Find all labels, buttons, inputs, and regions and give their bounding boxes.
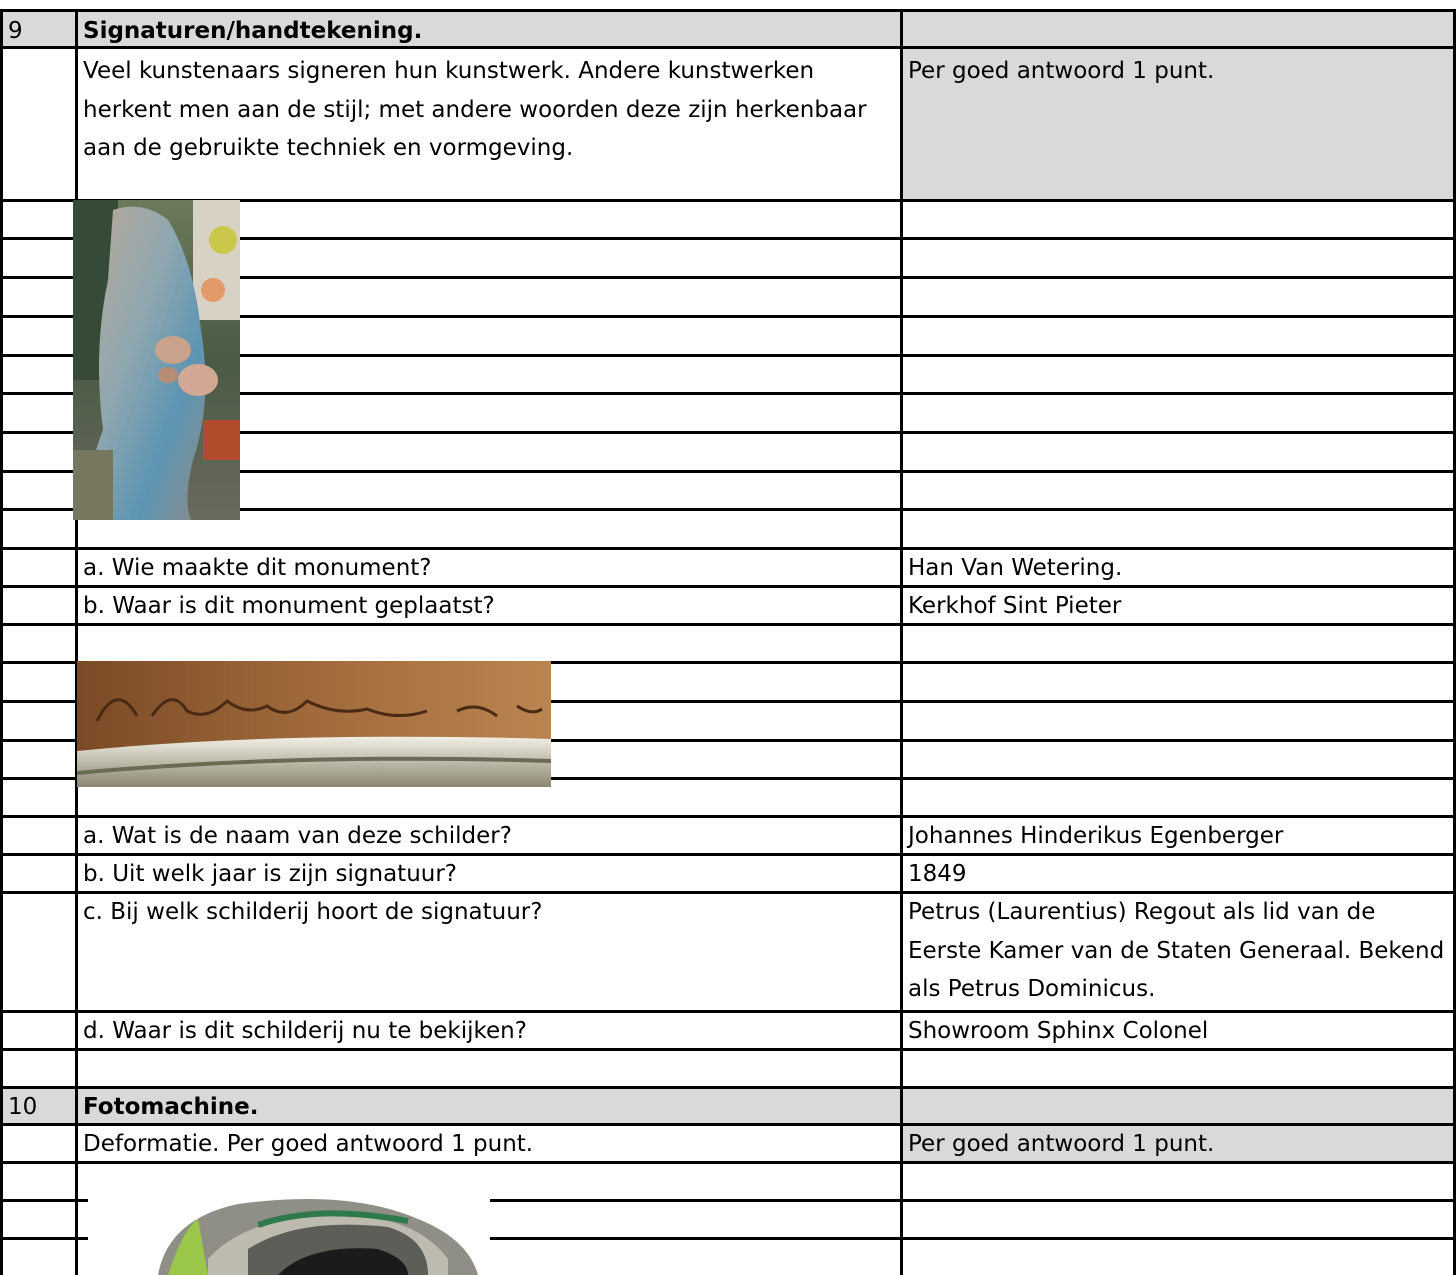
item-10-number: 10 — [0, 1088, 75, 1125]
question-row — [0, 1012, 1456, 1050]
question-row — [0, 855, 1456, 893]
item-10-intro-text: Deformatie. Per goed antwoord 1 punt. — [75, 1125, 900, 1163]
question-row — [0, 893, 1456, 1012]
question-text: b. Waar is dit monument geplaatst? — [75, 587, 900, 625]
question-row — [0, 817, 1456, 855]
question-text: b. Uit welk jaar is zijn signatuur? — [75, 855, 900, 893]
question-text: d. Waar is dit schilderij nu te bekijken? — [75, 1012, 900, 1050]
item-9-title: Signaturen/handtekening. — [75, 12, 900, 48]
item-9-intro-index — [0, 48, 75, 200]
item-9-scoring: Per goed antwoord 1 punt. — [900, 48, 1456, 200]
question-row — [0, 549, 1456, 587]
item-10-title: Fotomachine. — [75, 1088, 900, 1125]
answer-text: Han Van Wetering. — [900, 549, 1456, 587]
item-10-header-empty — [900, 1088, 1456, 1125]
empty-row — [0, 1050, 1456, 1088]
question-text: a. Wie maakte dit monument? — [75, 549, 900, 587]
camera-lens-photo — [88, 1199, 490, 1275]
answer-text: Kerkhof Sint Pieter — [900, 587, 1456, 625]
monument-photo — [73, 200, 240, 520]
item-9-intro-row — [0, 48, 1456, 200]
item-10-scoring: Per goed antwoord 1 punt. — [900, 1125, 1456, 1163]
item-10-intro-row — [0, 1125, 1456, 1163]
answer-text: Petrus (Laurentius) Regout als lid van de Eerste Kamer van de Staten Generaal. Bekend als Petrus Dominicus. — [900, 893, 1456, 1012]
item-9-header-row — [0, 12, 1456, 48]
item-9-intro-text: Veel kunstenaars signeren hun kunstwerk. Andere kunstwerken herkent men aan de stijl; met andere woorden deze zijn herkenbaar aan de gebruikte techniek en vormgeving. — [75, 48, 900, 200]
item-9-number: 9 — [0, 12, 75, 48]
painter-signature-photo — [77, 661, 551, 787]
answer-text: Showroom Sphinx Colonel — [900, 1012, 1456, 1050]
question-row — [0, 587, 1456, 625]
answer-text: 1849 — [900, 855, 1456, 893]
question-text: c. Bij welk schilderij hoort de signatuur? — [75, 893, 900, 1012]
question-text: a. Wat is de naam van deze schilder? — [75, 817, 900, 855]
item-10-header-row — [0, 1088, 1456, 1125]
item-9-header-empty — [900, 12, 1456, 48]
answer-text: Johannes Hinderikus Egenberger — [900, 817, 1456, 855]
